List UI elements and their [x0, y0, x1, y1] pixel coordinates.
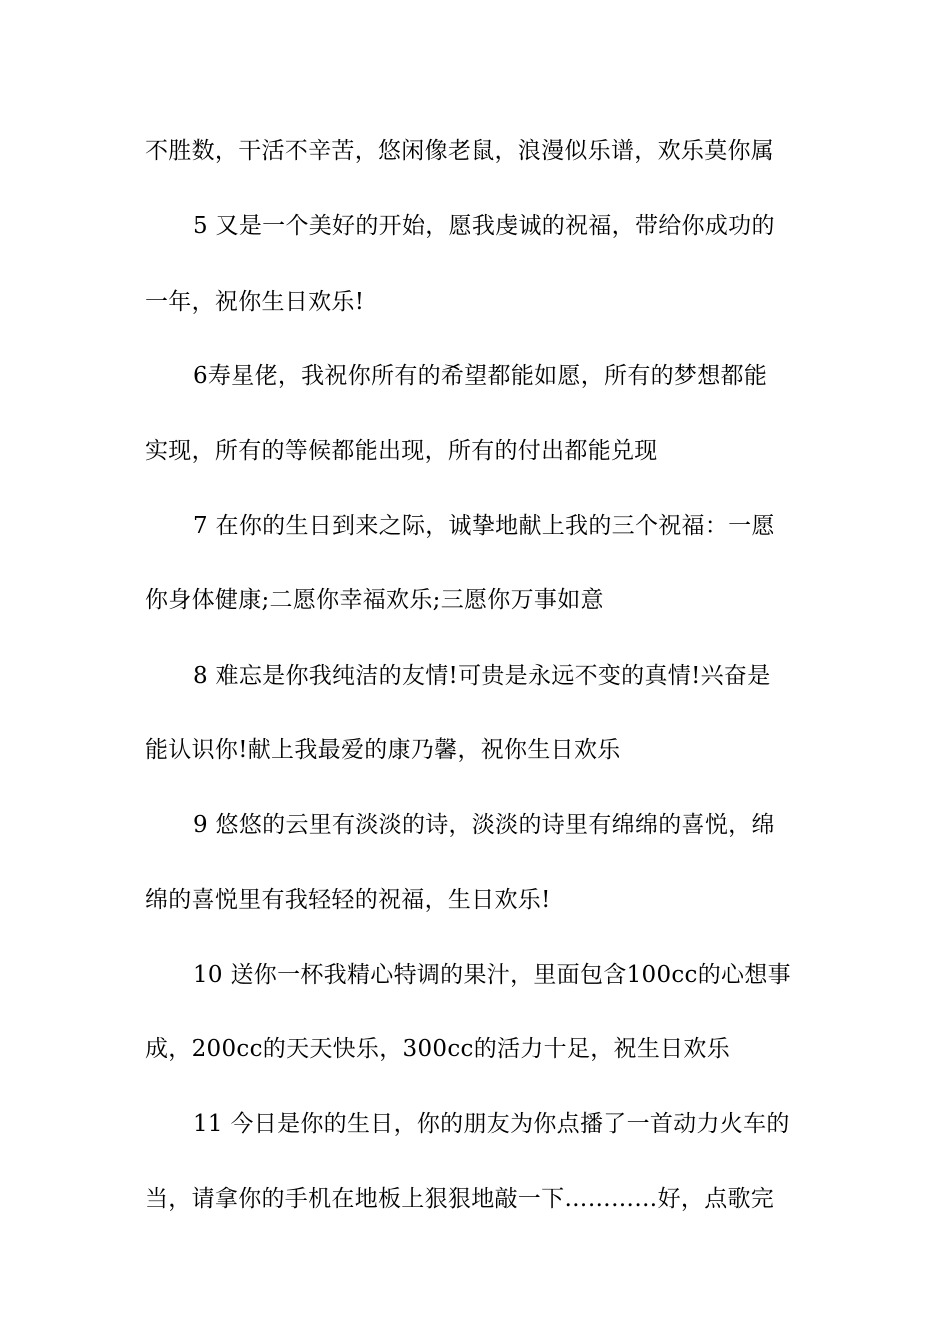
text-line: 一年，祝你生日欢乐!: [145, 289, 365, 315]
text-line: 6寿星佬，我祝你所有的希望都能如愿，所有的梦想都能: [193, 363, 768, 389]
text-line: 成，200cc的天天快乐，300cc的活力十足，祝生日欢乐: [145, 1036, 731, 1062]
text-line: 不胜数，干活不辛苦，悠闲像老鼠，浪漫似乐谱，欢乐莫你属: [145, 138, 775, 164]
text-line: 11 今日是你的生日，你的朋友为你点播了一首动力火车的: [193, 1111, 790, 1137]
text-line: 5 又是一个美好的开始，愿我虔诚的祝福，带给你成功的: [193, 213, 775, 239]
text-line: 能认识你!献上我最爱的康乃馨，祝你生日欢乐: [145, 737, 621, 763]
text-line: 当，请拿你的手机在地板上狠狠地敲一下…………好，点歌完: [145, 1186, 775, 1212]
text-line: 7 在你的生日到来之际，诚挚地献上我的三个祝福：一愿: [193, 513, 775, 539]
text-line: 8 难忘是你我纯洁的友情!可贵是永远不变的真情!兴奋是: [193, 663, 771, 689]
text-line: 10 送你一杯我精心特调的果汁，里面包含100cc的心想事: [193, 962, 791, 988]
text-line: 你身体健康;二愿你幸福欢乐;三愿你万事如意: [145, 587, 604, 613]
text-line: 实现，所有的等候都能出现，所有的付出都能兑现: [145, 438, 658, 464]
text-line: 9 悠悠的云里有淡淡的诗，淡淡的诗里有绵绵的喜悦，绵: [193, 812, 775, 838]
text-line: 绵的喜悦里有我轻轻的祝福，生日欢乐!: [145, 887, 551, 913]
